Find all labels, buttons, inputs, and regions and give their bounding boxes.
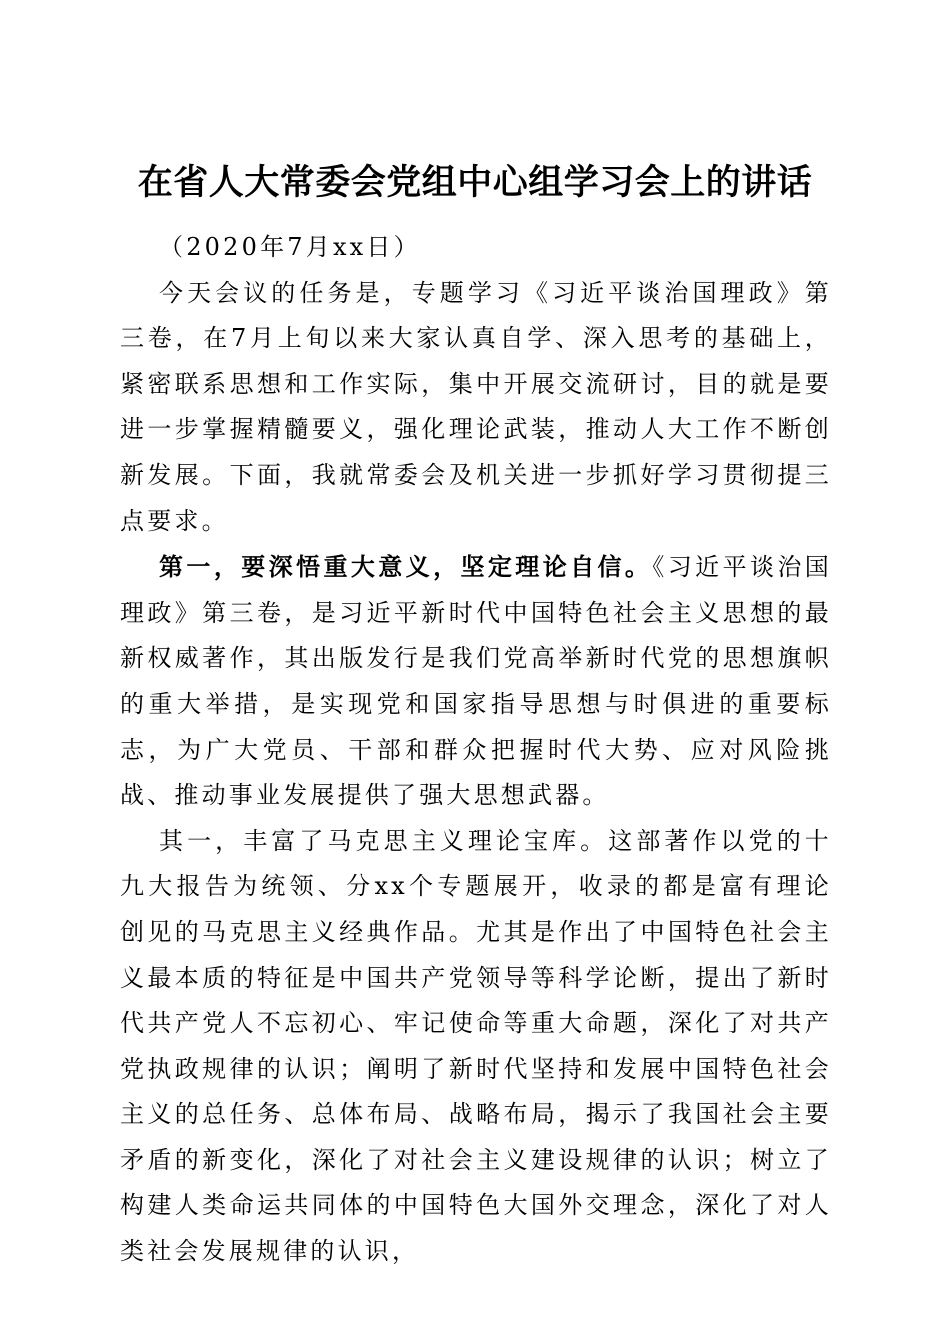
paragraph-first-point	[120, 544, 832, 819]
date-line: （2020年7月xx日）	[159, 233, 421, 261]
first-point-text: 《习近平谈治国理政》第三卷，是习近平新时代中国特色社会主义思想的最新权威著作，其出版发行是我们党高举新时代党的思想旗帜的重大举措，是实现党和国家指导思想与时俱进的重要标志，为广大党员、干部和群众把握时代大势、应对风险挑战、推动事业发展提供了强大思想武器。	[120, 553, 832, 810]
sub-point-one-text: 其一，丰富了马克思主义理论宝库。这部著作以党的十九大报告为统领、分xx个专题展开，收录的都是富有理论创见的马克思主义经典作品。尤其是作出了中国特色社会主义最本质的特征是中国共产党领导等科学论断，提出了新时代共产党人不忘初心、牢记使命等重大命题，深化了对共产党执政规律的认识；阐明了新时代坚持和发展中国特色社会主义的总任务、总体布局、战略布局，揭示了我国社会主要矛盾的新变化，深化了对社会主义建设规律的认识；树立了构建人类命运共同体的中国特色大国外交理念，深化了对人类社会发展规律的认识，	[120, 826, 832, 1266]
document-body	[120, 225, 832, 1275]
paragraph-intro-text: 今天会议的任务是，专题学习《习近平谈治国理政》第三卷，在7月上旬以来大家认真自学、深入思考的基础上，紧密联系思想和工作实际，集中开展交流研讨，目的就是要进一步掌握精髓要义，强化理论武装，推动人大工作不断创新发展。下面，我就常委会及机关进一步抓好学习贯彻提三点要求。	[120, 278, 832, 535]
paragraph-intro	[120, 271, 832, 545]
first-point-heading: 第一，要深悟重大意义，坚定理论自信。	[159, 552, 653, 582]
document-title: 在省人大常委会党组中心组学习会上的讲话	[137, 162, 813, 204]
paragraph-sub-point-one	[120, 819, 832, 1275]
